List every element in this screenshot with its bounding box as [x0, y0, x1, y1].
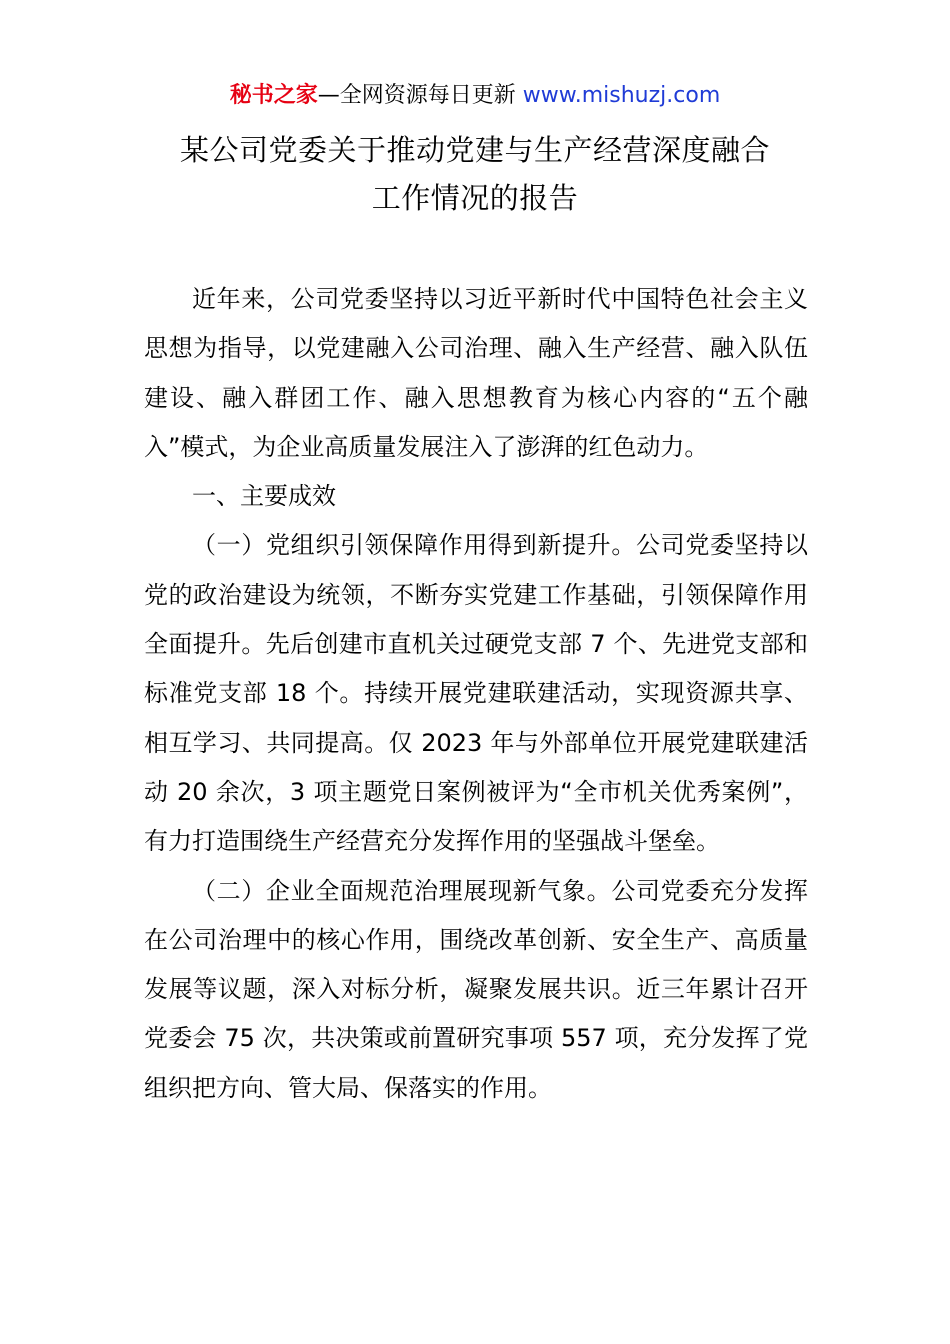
site-header: [0, 78, 950, 114]
document-title-line-1: 某公司党委关于推动党建与生产经营深度融合: [179, 133, 770, 167]
body-paragraph: （二）企业全面规范治理展现新气象。公司党委充分发挥在公司治理中的核心作用，围绕改革创新、安全生产、高质量发展等议题，深入对标分析，凝聚发展共识。近三年累计召开党委会 75 次，共决策或前置研究事项 557 项，充分发挥了党组织把方向、管大局、保落实的作用。: [144, 876, 808, 1102]
brand-name: 秘书之家: [229, 83, 318, 108]
section-heading: 一、主要成效: [192, 482, 336, 511]
document-title-line-2: 工作情况的报告: [371, 181, 579, 215]
body-paragraph: （一）党组织引领保障作用得到新提升。公司党委坚持以党的政治建设为统领，不断夯实党建工作基础，引领保障作用全面提升。先后创建市直机关过硬党支部 7 个、先进党支部和标准党支部 18 个。持续开展党建联建活动，实现资源共享、相互学习、共同提高。仅 2023 年与外部单位开展党建联建活动 20 余次，3 项主题党日案例被评为“全市机关优秀案例”，有力打造围绕生产经营充分发挥作用的坚强战斗堡垒。: [144, 531, 808, 856]
site-url-link[interactable]: www.mishuzj.com: [522, 83, 721, 108]
intro-paragraph: 近年来，公司党委坚持以习近平新时代中国特色社会主义思想为指导，以党建融入公司治理、融入生产经营、融入队伍建设、融入群团工作、融入思想教育为核心内容的“五个融入”模式，为企业高质量发展注入了澎湃的红色动力。: [144, 285, 808, 461]
header-tagline: —全网资源每日更新: [317, 83, 523, 108]
document-body: [144, 275, 808, 1113]
